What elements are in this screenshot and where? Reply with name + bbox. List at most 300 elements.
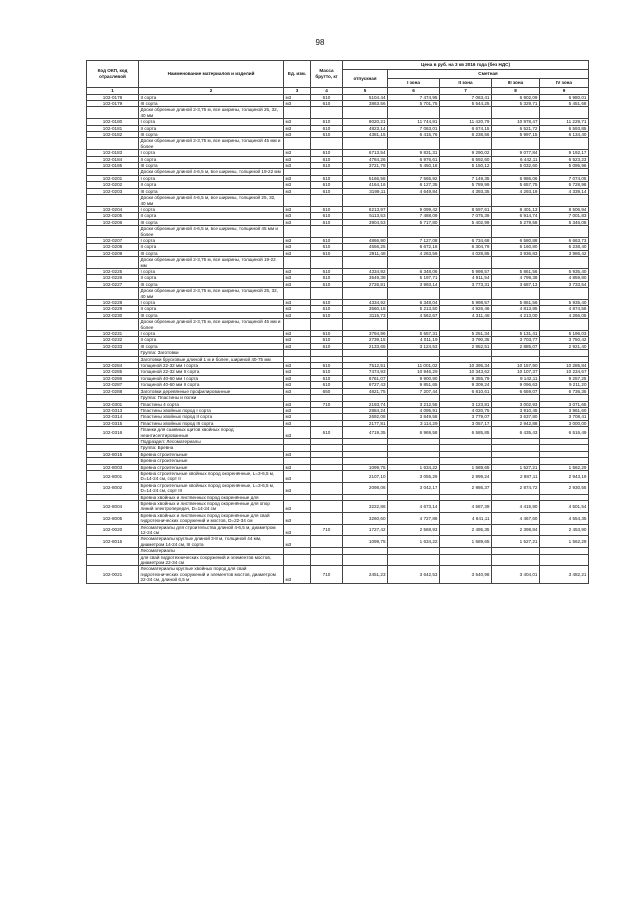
code-cell: 102-0314	[87, 414, 139, 420]
code-cell: 102-8003	[87, 464, 139, 470]
release-price-cell: 2133,65	[343, 343, 388, 349]
zone-2-price-cell: 9 309,24	[440, 382, 492, 388]
zone-1-price-cell: 3 849,58	[388, 414, 440, 420]
name-cell: II сорта	[139, 244, 284, 250]
code-cell: 102-0205	[87, 213, 139, 219]
zone-4-price-cell: 4 554,35	[540, 512, 589, 524]
name-cell: II сорта	[139, 125, 284, 131]
table-header	[87, 61, 589, 95]
unit-cell: м3	[284, 427, 311, 439]
name-cell: Пластины 4 сорта	[139, 401, 284, 407]
mass-cell: 610	[311, 213, 343, 219]
zone-3-price-cell: 4 415,90	[492, 501, 540, 513]
unit-cell	[284, 554, 311, 566]
zone-4-price-cell: 3 733,54	[540, 281, 589, 287]
header-price-title: Цена в руб. на 3 кв 2016 года (без НДС)	[343, 61, 589, 70]
zone-1-price-cell	[388, 195, 440, 207]
zone-4-price-cell: 3 961,60	[540, 407, 589, 413]
zone-1-price-cell: 11 001,02	[388, 363, 440, 369]
group-heading-row	[87, 226, 589, 238]
zone-1-price-cell: 5 450,18	[388, 163, 440, 169]
zone-3-price-cell: 5 657,75	[492, 182, 540, 188]
unit-cell: м3	[284, 206, 311, 212]
zone-1-price-cell	[388, 107, 440, 119]
release-price-cell: 4821,75	[343, 388, 388, 394]
zone-1-price-cell: 5 213,50	[388, 306, 440, 312]
zone-4-price-cell: 2 921,40	[540, 343, 589, 349]
release-price-cell: 2884,24	[343, 407, 388, 413]
zone-1-price-cell	[388, 554, 440, 566]
zone-2-price-cell	[440, 288, 492, 300]
release-price-cell: 7474,93	[343, 369, 388, 375]
unit-cell: м3	[284, 512, 311, 524]
code-cell: 102-0313	[87, 407, 139, 413]
group-heading-row	[87, 257, 589, 269]
zone-1-price-cell: 7 474,95	[388, 94, 440, 100]
zone-2-price-cell: 5 544,25	[440, 101, 492, 107]
release-price-cell	[343, 226, 388, 238]
zone-4-price-cell: 6 736,35	[540, 388, 589, 394]
zone-1-price-cell: 5 701,75	[388, 101, 440, 107]
zone-4-price-cell: 6 134,40	[540, 132, 589, 138]
code-cell: 102-0286	[87, 375, 139, 381]
header-unit: Ед. изм.	[284, 61, 311, 88]
code-cell: 102-0207	[87, 237, 139, 243]
name-cell: II сорта	[139, 306, 284, 312]
mass-cell: 610	[311, 281, 343, 287]
unit-cell: м3	[284, 132, 311, 138]
zone-2-price-cell: 2 952,51	[440, 343, 492, 349]
zone-2-price-cell: 8 597,61	[440, 206, 492, 212]
code-cell: 102-0184	[87, 156, 139, 162]
table-row	[87, 512, 589, 524]
mass-cell: 710	[311, 524, 343, 536]
code-cell	[87, 226, 139, 238]
release-price-cell: 3260,60	[343, 512, 388, 524]
zone-4-price-cell: 2 943,19	[540, 470, 589, 482]
group-heading-row	[87, 554, 589, 566]
zone-4-price-cell: 6 593,85	[540, 125, 589, 131]
unit-cell	[284, 288, 311, 300]
name-cell: Доски обрезные длиной 2-3,75 м, все ширины, толщиной 45 мм и более	[139, 138, 284, 150]
zone-1-price-cell: 4 562,67	[388, 312, 440, 318]
release-price-cell	[343, 288, 388, 300]
code-cell: 102-0225	[87, 268, 139, 274]
zone-2-price-cell: 4 393,35	[440, 188, 492, 194]
header-zone-3: III зона	[492, 79, 540, 88]
name-cell: Заготовки деревянные профилированные	[139, 388, 284, 394]
zone-3-price-cell: 9 096,63	[492, 382, 540, 388]
zone-1-price-cell: 3 642,53	[388, 566, 440, 583]
release-price-cell: 6713,54	[343, 150, 388, 156]
zone-3-price-cell	[492, 288, 540, 300]
zone-3-price-cell	[492, 138, 540, 150]
zone-2-price-cell: 6 674,15	[440, 125, 492, 131]
zone-1-price-cell: 9 099,42	[388, 206, 440, 212]
zone-2-price-cell	[440, 319, 492, 331]
name-cell: III сорта	[139, 101, 284, 107]
zone-4-price-cell: 6 980,01	[540, 94, 589, 100]
zone-3-price-cell: 9 077,84	[492, 150, 540, 156]
unit-cell	[284, 195, 311, 207]
unit-cell: м3	[284, 470, 311, 482]
unit-cell: м3	[284, 244, 311, 250]
header-code: Код ОКП, код отраслевой	[87, 61, 139, 88]
name-cell: Бревна строительные	[139, 451, 284, 457]
table-row	[87, 536, 589, 548]
zone-3-price-cell: 3 936,83	[492, 250, 540, 256]
zone-2-price-cell: 1 589,65	[440, 464, 492, 470]
zone-1-price-cell: 7 063,01	[388, 125, 440, 131]
unit-cell: м3	[284, 156, 311, 162]
mass-cell: 610	[311, 156, 343, 162]
zone-1-price-cell: 3 055,29	[388, 470, 440, 482]
mass-cell: 610	[311, 331, 343, 337]
zone-1-price-cell: 7 207,44	[388, 388, 440, 394]
mass-cell: 610	[311, 306, 343, 312]
name-cell: III сорта	[139, 163, 284, 169]
zone-4-price-cell: 3 071,65	[540, 401, 589, 407]
zone-4-price-cell: 4 339,14	[540, 188, 589, 194]
name-cell: I сорта	[139, 268, 284, 274]
table-row	[87, 524, 589, 536]
zone-1-price-cell: 3 124,53	[388, 343, 440, 349]
table-row	[87, 482, 589, 494]
release-price-cell: 3863.56	[343, 101, 388, 107]
zone-2-price-cell: 10 395,34	[440, 363, 492, 369]
zone-1-price-cell: 9 851,65	[388, 382, 440, 388]
release-price-cell: 5104.44	[343, 94, 388, 100]
unit-cell: м3	[284, 388, 311, 394]
mass-cell: 610	[311, 132, 343, 138]
mass-cell: 610	[311, 300, 343, 306]
mass-cell: 610	[311, 268, 343, 274]
zone-2-price-cell: 3 123,81	[440, 401, 492, 407]
mass-cell: 610	[311, 382, 343, 388]
zone-2-price-cell: 6 304,79	[440, 244, 492, 250]
name-cell: Бревна строительные хвойных пород окоренённые, L=3-6,5 м, D=14-24 см, сорт III	[139, 482, 284, 494]
zone-3-price-cell	[492, 319, 540, 331]
zone-4-price-cell: 2 453,90	[540, 524, 589, 536]
mass-cell	[311, 226, 343, 238]
column-number: 5	[343, 88, 388, 95]
unit-cell: м3	[284, 175, 311, 181]
zone-3-price-cell	[492, 107, 540, 119]
name-cell: Лесоматериалы круглые длиной 3-8 м, толщиной 44 мм, диаметром 14-24 см, III сорта	[139, 536, 284, 548]
release-price-cell: 5113,53	[343, 213, 388, 219]
table-body	[87, 94, 589, 583]
code-cell: 102-0202	[87, 182, 139, 188]
code-cell: 102-8015	[87, 536, 139, 548]
unit-cell	[284, 257, 311, 269]
column-number: 3	[284, 88, 311, 95]
zone-1-price-cell	[388, 257, 440, 269]
mass-cell: 610	[311, 250, 343, 256]
zone-1-price-cell: 6 348,06	[388, 268, 440, 274]
header-zone-4: IV зона	[540, 79, 589, 88]
zone-3-price-cell: 6 986,06	[492, 175, 540, 181]
release-price-cell	[343, 138, 388, 150]
column-numbers-row	[87, 88, 589, 95]
zone-1-price-cell: 3 993,14	[388, 281, 440, 287]
unit-cell: м3	[284, 536, 311, 548]
zone-4-price-cell	[540, 554, 589, 566]
zone-2-price-cell: 6 734,68	[440, 237, 492, 243]
zone-3-price-cell: 4 293,19	[492, 188, 540, 194]
unit-cell	[284, 107, 311, 119]
mass-cell: 610	[311, 219, 343, 225]
column-number: 6	[388, 88, 440, 95]
zone-2-price-cell: 10 343,62	[440, 369, 492, 375]
unit-cell: м3	[284, 219, 311, 225]
zone-2-price-cell: 4 587,39	[440, 501, 492, 513]
name-cell: толщиной 40-60 мм II сорта	[139, 382, 284, 388]
code-cell: 102-0203	[87, 188, 139, 194]
name-cell: Группа: Пластины и полки	[139, 395, 284, 401]
name-cell: Заготовки брусковые длиной 1 м и более, шириной 40-75 мм	[139, 356, 284, 362]
release-price-cell: 2726,81	[343, 281, 388, 287]
mass-cell: 710	[311, 566, 343, 583]
release-price-cell: 3115,73	[343, 312, 388, 318]
mass-cell	[311, 536, 343, 548]
code-cell: 102-0179	[87, 101, 139, 107]
name-cell: Доски обрезные длиной 2-3,75 м, все ширины, толщиной 19-22 мм	[139, 257, 284, 269]
zone-2-price-cell: 5 789,99	[440, 182, 492, 188]
unit-cell: м3	[284, 188, 311, 194]
zone-3-price-cell	[492, 257, 540, 269]
unit-cell: м3	[284, 182, 311, 188]
zone-1-price-cell: 3 114,29	[388, 420, 440, 426]
name-cell: I сорта	[139, 150, 284, 156]
name-cell: Лесоматериалы	[139, 548, 284, 554]
name-cell: I сорта	[139, 331, 284, 337]
zone-1-price-cell: 7 127,08	[388, 237, 440, 243]
table-row	[87, 566, 589, 583]
unit-cell: м3	[284, 482, 311, 494]
release-price-cell: 4381,15	[343, 132, 388, 138]
zone-2-price-cell: 9 290,02	[440, 150, 492, 156]
release-price-cell	[343, 195, 388, 207]
zone-4-price-cell: 9 192,17	[540, 150, 589, 156]
zone-2-price-cell	[440, 257, 492, 269]
code-cell: 102-0287	[87, 382, 139, 388]
code-cell	[87, 257, 139, 269]
unit-cell: м3	[284, 250, 311, 256]
zone-3-price-cell: 2 885,07	[492, 343, 540, 349]
unit-cell: м3	[284, 464, 311, 470]
name-cell: Бревна строительные хвойных пород окоренённые, L=3-6,5 м, D=14-24 см, сорт II	[139, 470, 284, 482]
release-price-cell: 3560,18	[343, 306, 388, 312]
zone-3-price-cell: 8 401,13	[492, 206, 540, 212]
zone-4-price-cell: 5 935,40	[540, 268, 589, 274]
zone-2-price-cell: 7 149,35	[440, 175, 492, 181]
code-cell: 102-0232	[87, 337, 139, 343]
unit-cell	[284, 319, 311, 331]
mass-cell: 610	[311, 101, 343, 107]
zone-1-price-cell: 7 565,92	[388, 175, 440, 181]
zone-2-price-cell: 4 926,46	[440, 306, 492, 312]
zone-2-price-cell	[440, 107, 492, 119]
name-cell: III сорта	[139, 219, 284, 225]
name-cell: для свай гидротехнических сооружений и элементов мостов, диаметром 22-34 см	[139, 554, 284, 566]
code-cell: 102-0185	[87, 163, 139, 169]
header-estimate: Сметная	[388, 70, 589, 79]
zone-3-price-cell: 3 002,93	[492, 401, 540, 407]
zone-3-price-cell: 4 813,95	[492, 306, 540, 312]
release-price-cell: 3904,53	[343, 219, 388, 225]
zone-4-price-cell: 6 238,40	[540, 244, 589, 250]
zone-4-price-cell	[540, 195, 589, 207]
header-zone-2: II зона	[440, 79, 492, 88]
name-cell: III сорта	[139, 188, 284, 194]
zone-1-price-cell	[388, 138, 440, 150]
zone-3-price-cell: 10 157,90	[492, 363, 540, 369]
zone-1-price-cell: 11 744,81	[388, 119, 440, 125]
name-cell: III сорта	[139, 281, 284, 287]
release-price-cell	[343, 107, 388, 119]
zone-2-price-cell: 9 355,79	[440, 375, 492, 381]
zone-2-price-cell: 11 420,79	[440, 119, 492, 125]
zone-4-price-cell: 3 708,41	[540, 414, 589, 420]
zone-2-price-cell: 5 150,12	[440, 163, 492, 169]
code-cell: 102-0227	[87, 281, 139, 287]
mass-cell: 610	[311, 244, 343, 250]
release-price-cell: 1099,75	[343, 536, 388, 548]
zone-1-price-cell: 4 727,86	[388, 512, 440, 524]
code-cell	[87, 195, 139, 207]
table-row	[87, 501, 589, 513]
header-zone-1: I зона	[388, 79, 440, 88]
zone-1-price-cell	[388, 288, 440, 300]
zone-4-price-cell: 6 523,23	[540, 156, 589, 162]
name-cell: III сорта	[139, 132, 284, 138]
zone-2-price-cell: 4 028,85	[440, 250, 492, 256]
name-cell: Группа: Бревна	[139, 445, 284, 451]
code-cell: 102-0181	[87, 125, 139, 131]
zone-2-price-cell: 5 998,57	[440, 300, 492, 306]
zone-4-price-cell: 3 750,42	[540, 337, 589, 343]
zone-1-price-cell	[388, 319, 440, 331]
mass-cell: 610	[311, 363, 343, 369]
unit-cell: м3	[284, 300, 311, 306]
code-cell: 102-0316	[87, 427, 139, 439]
group-heading-row	[87, 319, 589, 331]
table-row	[87, 427, 589, 439]
zone-1-price-cell: 4 095,91	[388, 407, 440, 413]
mass-cell	[311, 482, 343, 494]
zone-4-price-cell	[540, 319, 589, 331]
zone-3-price-cell	[492, 226, 540, 238]
release-price-cell	[343, 257, 388, 269]
zone-4-price-cell: 3 986,42	[540, 250, 589, 256]
mass-cell: 610	[311, 119, 343, 125]
code-cell: 102-0284	[87, 363, 139, 369]
column-number: 1	[87, 88, 139, 95]
zone-4-price-cell: 3 482,21	[540, 566, 589, 583]
mass-cell: 710	[311, 401, 343, 407]
zone-2-price-cell: 2 986,37	[440, 482, 492, 494]
release-price-cell: 3549,38	[343, 275, 388, 281]
zone-4-price-cell: 10 285,84	[540, 363, 589, 369]
mass-cell: 610	[311, 94, 343, 100]
zone-3-price-cell: 4 213,00	[492, 312, 540, 318]
zone-3-price-cell: 5 997,15	[492, 132, 540, 138]
unit-cell: м3	[284, 237, 311, 243]
zone-3-price-cell: 9 142,11	[492, 375, 540, 381]
table-row	[87, 470, 589, 482]
zone-1-price-cell: 6 672,16	[388, 244, 440, 250]
release-price-cell: 5166,58	[343, 175, 388, 181]
zone-3-price-cell: 2 887,11	[492, 470, 540, 482]
code-cell: 102-0288	[87, 388, 139, 394]
zone-3-price-cell: 2 942,88	[492, 420, 540, 426]
zone-4-price-cell: 4 501,54	[540, 501, 589, 513]
name-cell: II сорта	[139, 213, 284, 219]
release-price-cell: 8020,21	[343, 119, 388, 125]
name-cell: Бревна строительные	[139, 458, 284, 464]
zone-2-price-cell: 5 251,34	[440, 331, 492, 337]
code-cell: 102-8005	[87, 512, 139, 524]
mass-cell: 610	[311, 206, 343, 212]
code-cell	[87, 107, 139, 119]
code-cell	[87, 554, 139, 566]
unit-cell: м3	[284, 566, 311, 583]
unit-cell: м3	[284, 375, 311, 381]
zone-3-price-cell: 3 637,80	[492, 414, 540, 420]
group-heading-row	[87, 288, 589, 300]
zone-4-price-cell: 9 257,25	[540, 375, 589, 381]
name-cell: Пластины хвойных пород III сорта	[139, 420, 284, 426]
zone-1-price-cell: 4 263,59	[388, 250, 440, 256]
code-cell: 102-0020	[87, 524, 139, 536]
zone-4-price-cell: 8 506,94	[540, 206, 589, 212]
mass-cell: 610	[311, 125, 343, 131]
group-heading-row	[87, 138, 589, 150]
name-cell: Лесоматериалы круглые хвойных пород для свай гидротехнических сооружений и элементов мостов, диаметром 22-34 см, длиной 6,5 м	[139, 566, 284, 583]
unit-cell: м3	[284, 150, 311, 156]
name-cell: I сорта	[139, 119, 284, 125]
column-number: 8	[492, 88, 540, 95]
zone-1-price-cell: 5 717,80	[388, 219, 440, 225]
unit-cell: м3	[284, 213, 311, 219]
group-heading-row	[87, 195, 589, 207]
zone-1-price-cell: 1 634,22	[388, 464, 440, 470]
mass-cell	[311, 257, 343, 269]
name-cell: II сорта	[139, 94, 284, 100]
zone-1-price-cell	[388, 226, 440, 238]
zone-4-price-cell: 4 266,05	[540, 312, 589, 318]
zone-4-price-cell: 11 229,71	[540, 119, 589, 125]
mass-cell	[311, 195, 343, 207]
code-cell: 102-0178	[87, 94, 139, 100]
unit-cell: м3	[284, 119, 311, 125]
code-cell: 102-0231	[87, 331, 139, 337]
zone-4-price-cell: 5 095,96	[540, 163, 589, 169]
name-cell: Бревна хвойных и лиственных пород окоренённые для	[139, 494, 284, 500]
column-number: 4	[311, 88, 343, 95]
zone-4-price-cell: 5 196,03	[540, 331, 589, 337]
name-cell: Доски обрезные длиной 4-6,5 м, все ширины, толщиной 25, 32, 40 мм	[139, 195, 284, 207]
mass-cell: 610	[311, 182, 343, 188]
zone-4-price-cell: 4 859,80	[540, 275, 589, 281]
zone-4-price-cell: 6 516,49	[540, 427, 589, 439]
release-price-cell: 1727,42	[343, 524, 388, 536]
zone-2-price-cell: 3 779,07	[440, 414, 492, 420]
mass-cell: 610	[311, 237, 343, 243]
release-price-cell: 4334,92	[343, 268, 388, 274]
zone-3-price-cell: 10 107,37	[492, 369, 540, 375]
release-price-cell: 4784,26	[343, 156, 388, 162]
